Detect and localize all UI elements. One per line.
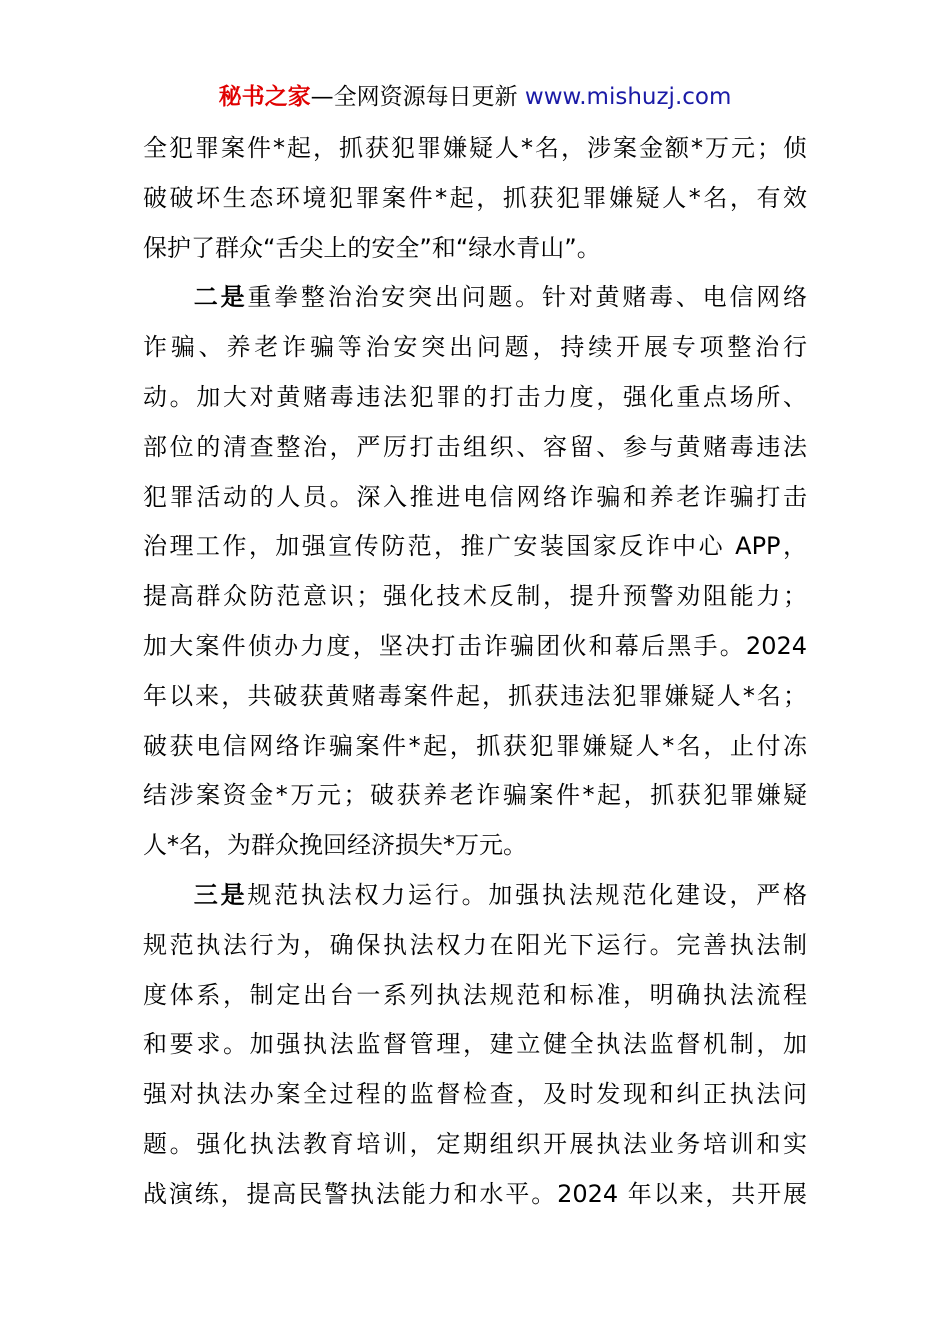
- paragraph-three: [143, 871, 807, 1220]
- text-line: 人*名，为群众挽回经济损失*万元。: [143, 831, 527, 860]
- document-body: [143, 124, 807, 1220]
- text-line-content: 规范执法权力运行。加强执法规范化建设，严格: [247, 880, 807, 909]
- header-tagline: —全网资源每日更新: [310, 84, 518, 110]
- text-line: 全犯罪案件*起，抓获犯罪嫌疑人*名，涉案金额*万元；侦: [143, 134, 807, 162]
- text-line: 和要求。加强执法监督管理，建立健全执法监督机制，加: [143, 1030, 807, 1059]
- text-line: 年以来，共破获黄赌毒案件起，抓获违法犯罪嫌疑人*名；: [143, 681, 807, 710]
- text-line-content: 重拳整治治安突出问题。针对黄赌毒、电信网络: [247, 283, 807, 312]
- site-header: [0, 79, 950, 115]
- text-line: [143, 273, 807, 323]
- paragraph-lead: 三是: [191, 880, 248, 909]
- text-line: 诈骗、养老诈骗等治安突出问题，持续开展专项整治行: [143, 333, 807, 362]
- text-line: 破破坏生态环境犯罪案件*起，抓获犯罪嫌疑人*名，有效: [143, 183, 807, 212]
- text-line: 保护了群众“舌尖上的安全”和“绿水青山”。: [143, 233, 601, 262]
- text-line: 战演练，提高民警执法能力和水平。2024 年以来，共开展: [143, 1179, 807, 1208]
- text-line: 动。加大对黄赌毒违法犯罪的打击力度，强化重点场所、: [143, 382, 807, 411]
- text-line: 规范执法行为，确保执法权力在阳光下运行。完善执法制: [143, 930, 807, 959]
- text-line: 犯罪活动的人员。深入推进电信网络诈骗和养老诈骗打击: [143, 482, 807, 511]
- paragraph-two: [143, 273, 807, 871]
- text-line: 部位的清查整治，严厉打击组织、容留、参与黄赌毒违法: [143, 432, 807, 461]
- text-line: 提高群众防范意识；强化技术反制，提升预警劝阻能力；: [143, 582, 807, 611]
- text-line: 强对执法办案全过程的监督检查，及时发现和纠正执法问: [143, 1080, 807, 1109]
- text-line: 加大案件侦办力度，坚决打击诈骗团伙和幕后黑手。2024: [143, 631, 807, 660]
- text-line: 治理工作，加强宣传防范，推广安装国家反诈中心 APP，: [143, 532, 807, 561]
- text-line: 题。强化执法教育培训，定期组织开展执法业务培训和实: [143, 1129, 807, 1158]
- paragraph-lead: 二是: [191, 283, 248, 312]
- text-line: 度体系，制定出台一系列执法规范和标准，明确执法流程: [143, 980, 807, 1009]
- header-url[interactable]: www.mishuzj.com: [524, 84, 732, 110]
- brand-name: 秘书之家: [218, 84, 311, 110]
- paragraph-continuation: [143, 124, 807, 273]
- text-line: 破获电信网络诈骗案件*起，抓获犯罪嫌疑人*名，止付冻: [143, 731, 807, 760]
- text-line: 结涉案资金*万元；破获养老诈骗案件*起，抓获犯罪嫌疑: [143, 781, 807, 810]
- text-line: [143, 871, 807, 921]
